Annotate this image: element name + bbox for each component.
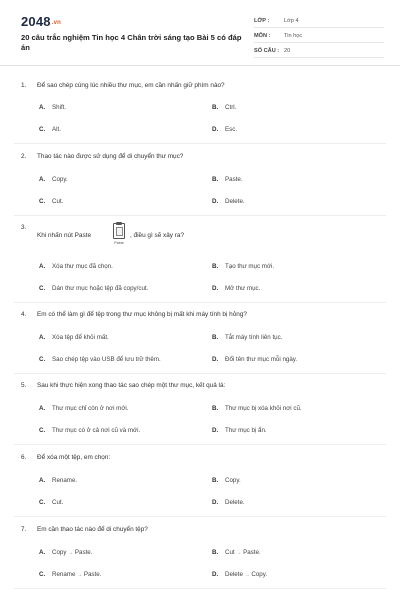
- divider: [14, 143, 386, 144]
- meta-question-count: [254, 45, 384, 58]
- option-text: Rename: [52, 571, 76, 578]
- option-label: B.: [212, 263, 219, 270]
- page-header: [0, 0, 400, 66]
- question-number: 5.: [21, 382, 27, 389]
- question-number: 3.: [21, 224, 27, 231]
- option-text: Đổi tên thư mục mỗi ngày.: [225, 356, 298, 363]
- option-text: Copy: [52, 549, 67, 556]
- option-4b[interactable]: [212, 334, 282, 341]
- option-label: B.: [212, 477, 219, 484]
- logo-suffix: .vn: [51, 19, 62, 26]
- paste-icon: [110, 222, 128, 248]
- option-5a[interactable]: [39, 405, 129, 412]
- meta-subject: [254, 30, 384, 43]
- option-label: D.: [212, 571, 219, 578]
- option-label: A.: [39, 104, 46, 111]
- option-label: C.: [39, 427, 46, 434]
- option-label: A.: [39, 549, 46, 556]
- option-7d[interactable]: [212, 571, 267, 578]
- site-logo[interactable]: [21, 14, 61, 29]
- option-text: Copy.: [225, 477, 241, 484]
- option-label: D.: [212, 499, 219, 506]
- option-text: Dán thư mục hoặc tệp đã copy/cut.: [52, 285, 149, 292]
- option-7c[interactable]: [39, 571, 101, 578]
- logo-text: 2048: [21, 14, 51, 29]
- option-6b[interactable]: [212, 477, 241, 484]
- option-2b[interactable]: [212, 176, 243, 183]
- option-1c[interactable]: [39, 126, 61, 133]
- meta-value: 20: [284, 48, 291, 54]
- arrow-right-icon: →: [68, 550, 74, 556]
- option-text: Cut.: [52, 499, 64, 506]
- option-text: Alt.: [52, 126, 61, 133]
- option-1d[interactable]: [212, 126, 237, 133]
- arrow-right-icon: →: [77, 572, 83, 578]
- question-text: Em cần thao tác nào để di chuyển tệp?: [37, 526, 148, 533]
- option-text: Tạo thư mục mới.: [225, 263, 275, 270]
- option-text: Paste.: [83, 571, 102, 578]
- divider: [14, 444, 386, 445]
- question-5: [21, 382, 225, 389]
- option-2d[interactable]: [212, 198, 245, 205]
- question-7: [21, 526, 148, 533]
- question-text: Để xóa một tệp, em chọn:: [37, 454, 111, 461]
- option-text: Ctrl.: [225, 104, 237, 111]
- option-label: D.: [212, 427, 219, 434]
- option-label: D.: [212, 126, 219, 133]
- option-text: Delete.: [225, 499, 245, 506]
- meta-grade: [254, 15, 384, 28]
- question-6: [21, 454, 110, 461]
- divider: [14, 516, 386, 517]
- option-label: D.: [212, 198, 219, 205]
- option-text: Paste.: [74, 549, 93, 556]
- question-text: Để sao chép cùng lúc nhiều thư mục, em cần nhấn giữ phím nào?: [37, 82, 225, 89]
- option-label: A.: [39, 334, 46, 341]
- option-text: Tắt máy tính liên tục.: [225, 334, 283, 341]
- option-label: C.: [39, 571, 46, 578]
- option-6c[interactable]: [39, 499, 63, 506]
- option-3c[interactable]: [39, 285, 148, 292]
- option-3b[interactable]: [212, 263, 274, 270]
- option-text: Delete: [225, 571, 243, 578]
- arrow-right-icon: →: [236, 550, 242, 556]
- option-label: B.: [212, 549, 219, 556]
- option-6a[interactable]: [39, 477, 77, 484]
- option-text: Cut: [225, 549, 235, 556]
- question-3-text-after: , điều gì sẽ xảy ra?: [130, 232, 184, 239]
- option-7a[interactable]: [39, 549, 92, 556]
- option-text: Shift.: [52, 104, 67, 111]
- option-label: A.: [39, 263, 46, 270]
- option-label: B.: [212, 176, 219, 183]
- question-text: Sau khi thực hiện xong thao tác sao chép một thư mục, kết quả là:: [37, 382, 226, 389]
- option-text: Copy.: [52, 176, 68, 183]
- question-number: 6.: [21, 454, 27, 461]
- question-4: [21, 311, 247, 318]
- option-2a[interactable]: [39, 176, 68, 183]
- option-3a[interactable]: [39, 263, 113, 270]
- meta-label: LỚP :: [254, 18, 270, 24]
- question-text: Em có thể làm gì để tệp trong thư mục không bị mất khi máy tính bị hỏng?: [37, 311, 247, 318]
- option-3d[interactable]: [212, 285, 260, 292]
- question-3-number: [21, 224, 37, 231]
- option-label: D.: [212, 285, 219, 292]
- question-1: [21, 82, 225, 89]
- question-number: 4.: [21, 311, 27, 318]
- option-label: A.: [39, 477, 46, 484]
- option-label: C.: [39, 499, 46, 506]
- option-text: Rename.: [52, 477, 78, 484]
- option-text: Delete.: [225, 198, 245, 205]
- question-number: 7.: [21, 526, 27, 533]
- option-text: Cut.: [52, 198, 64, 205]
- meta-label: SỐ CÂU :: [254, 48, 280, 54]
- clipboard-sheet: [116, 227, 123, 236]
- meta-value: Lớp 4: [284, 18, 299, 24]
- question-number: 2.: [21, 153, 27, 160]
- clipboard-clip: [116, 222, 122, 225]
- option-4c[interactable]: [39, 356, 161, 363]
- option-text: Thư mục chỉ còn ở nơi mới.: [52, 405, 129, 412]
- option-1a[interactable]: [39, 104, 66, 111]
- question-3-text-before: Khi nhấn nút Paste: [37, 232, 92, 239]
- question-number: 1.: [21, 82, 27, 89]
- option-text: Esc.: [225, 126, 238, 133]
- option-7b[interactable]: [212, 549, 261, 556]
- option-4d[interactable]: [212, 356, 297, 363]
- option-text: Mở thư mục.: [225, 285, 261, 292]
- divider: [14, 588, 386, 589]
- option-label: C.: [39, 198, 46, 205]
- option-text: Thư mục có ở cả nơi cũ và mới.: [52, 427, 141, 434]
- option-text: Thư mục bị xóa khỏi nơi cũ.: [225, 405, 302, 412]
- option-label: B.: [212, 405, 219, 412]
- page-title: 20 câu trắc nghiệm Tin học 4 Chân trời sáng tạo Bài 5 có đáp án: [21, 33, 242, 52]
- option-text: Sao chép tệp vào USB để lưu trữ thêm.: [52, 356, 161, 363]
- option-text: Copy.: [251, 571, 268, 578]
- question-text: Thao tác nào được sử dụng để di chuyển thư mục?: [37, 153, 184, 160]
- divider: [14, 215, 386, 216]
- meta-label: MÔN :: [254, 33, 271, 39]
- option-label: B.: [212, 104, 219, 111]
- option-text: Paste.: [225, 176, 243, 183]
- option-5d[interactable]: [212, 427, 267, 434]
- meta-value: Tin học: [284, 33, 303, 39]
- option-5c[interactable]: [39, 427, 140, 434]
- option-4a[interactable]: [39, 334, 109, 341]
- option-6d[interactable]: [212, 499, 245, 506]
- option-label: B.: [212, 334, 219, 341]
- option-label: A.: [39, 176, 46, 183]
- option-text: Xóa tệp để khỏi mất.: [52, 334, 109, 341]
- question-2: [21, 153, 183, 160]
- divider: [14, 373, 386, 374]
- option-5b[interactable]: [212, 405, 302, 412]
- option-label: C.: [39, 285, 46, 292]
- option-label: C.: [39, 356, 46, 363]
- option-label: C.: [39, 126, 46, 133]
- divider: [14, 302, 386, 303]
- option-2c[interactable]: [39, 198, 63, 205]
- option-label: A.: [39, 405, 46, 412]
- option-label: D.: [212, 356, 219, 363]
- option-1b[interactable]: [212, 104, 236, 111]
- option-text: Xóa thư mục đã chọn.: [52, 263, 113, 270]
- option-text: Paste.: [243, 549, 261, 556]
- arrow-right-icon: →: [244, 572, 250, 578]
- paste-icon-caption: Paste: [114, 241, 124, 245]
- option-text: Thư mục bị ẩn.: [225, 427, 267, 434]
